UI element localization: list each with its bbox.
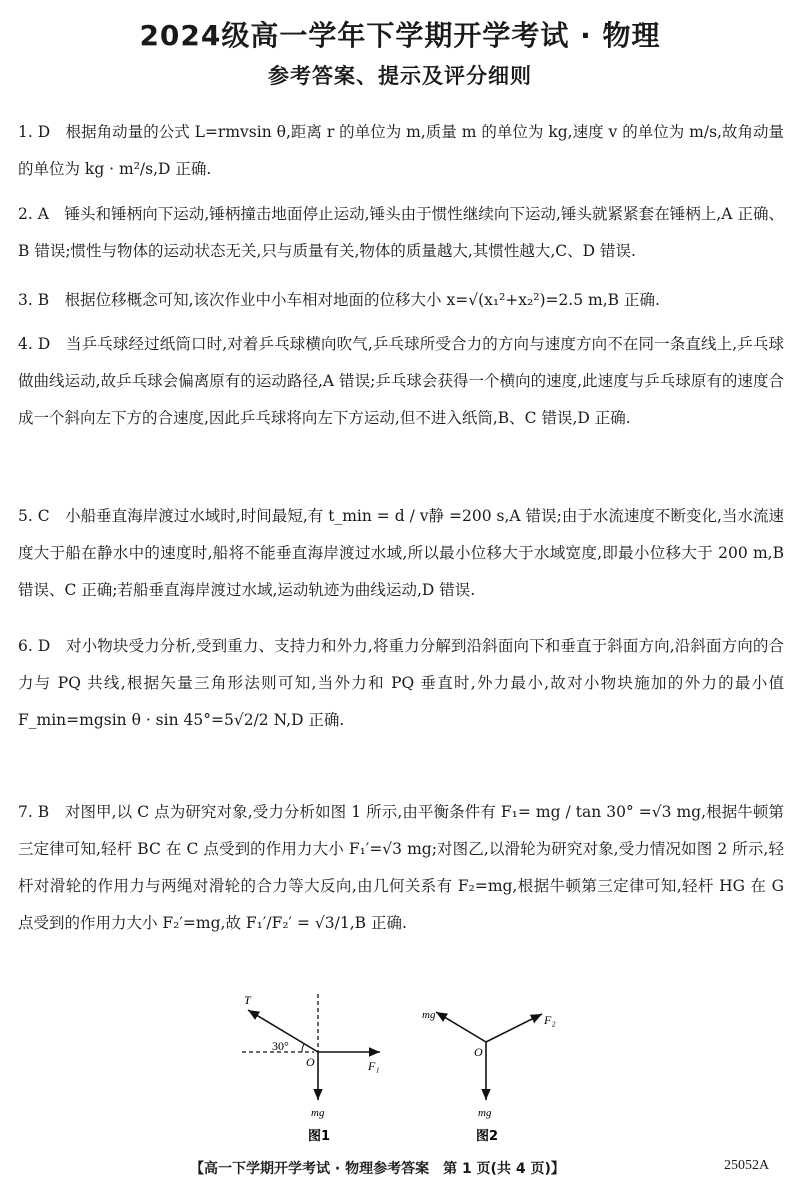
- label-mg-top: mg: [422, 1009, 436, 1021]
- answer-item: 4. D 当乒乓球经过纸筒口时,对着乒乓球横向吹气,乒乓球所受合力的方向与速度方向不在同一条直线上,乒乓球做曲线运动,故乒乓球会偏离原有的运动路径,A 错误;乒乓球会获得一个横向的速度,此速度与乒乓球原有的速度合成一个斜向左下方的合速度,因此乒乓球将向左下方运动,但不进入纸筒,B、C 错误,D 正确.: [18, 335, 784, 427]
- label-T: T: [244, 993, 251, 1007]
- angle-arc: [302, 1044, 304, 1052]
- answer-item: 7. B 对图甲,以 C 点为研究对象,受力分析如图 1 所示,由平衡条件有 F₁= mg / tan 30° =√3 mg,根据牛顿第三定律可知,轻杆 BC 在 C 点受到的作用力大小 F₁′=√3 mg;对图乙,以滑轮为研究对象,受力情况如图 2 所示,轻杆对滑轮的作用力与两绳对滑轮的合力等大反向,由几何关系有 F₂=mg,根据牛顿第三定律可知,轻杆 HG 在 G 点受到的作用力大小 F₂′=mg,故 F₁′/F₂′ = √3/1,B 正确.: [18, 803, 784, 932]
- label-angle: 30°: [272, 1039, 289, 1053]
- page-footer: 【高一下学期开学考试 · 物理参考答案 第 1 页(共 4 页)】: [190, 1161, 565, 1177]
- label-F1: F₁: [368, 1059, 380, 1073]
- page-subtitle: 参考答案、提示及评分细则: [268, 64, 532, 88]
- answer-item: 6. D 对小物块受力分析,受到重力、支持力和外力,将重力分解到沿斜面向下和垂直于斜面方向,沿斜面方向的合力与 PQ 共线,根据矢量三角形法则可知,当外力和 PQ 垂直时,外力最小,故对小物块施加的外力的最小值 F_min=mgsin θ · sin 45°=5√2/2 N,D 正确.: [18, 637, 784, 729]
- figure-1-diagram: [222, 990, 402, 1150]
- label-mg: mg: [478, 1107, 492, 1119]
- label-origin: O: [306, 1055, 315, 1069]
- label-F2: F₂: [544, 1013, 556, 1027]
- document-code: 25052A: [724, 1158, 770, 1173]
- answer-item: 3. B 根据位移概念可知,该次作业中小车相对地面的位移大小 x=√(x₁²+x₂²)=2.5 m,B 正确.: [18, 291, 660, 309]
- label-origin: O: [474, 1045, 483, 1059]
- rope-tension-arrow: [436, 1012, 486, 1042]
- answer-item: 1. D 根据角动量的公式 L=rmvsin θ,距离 r 的单位为 m,质量 m 的单位为 kg,速度 v 的单位为 m/s,故角动量的单位为 kg · m²/s,D 正确.: [18, 123, 784, 178]
- answer-item: 2. A 锤头和锤柄向下运动,锤柄撞击地面停止运动,锤头由于惯性继续向下运动,锤头就紧紧套在锤柄上,A 正确、B 错误;惯性与物体的运动状态无关,只与质量有关,物体的质量越大,其惯性越大,C、D 错误.: [18, 205, 784, 260]
- label-mg: mg: [311, 1107, 325, 1119]
- figure-2-diagram: [420, 990, 580, 1150]
- page-title: 2024级高一学年下学期开学考试 · 物理: [139, 19, 661, 52]
- figure-1-caption: 图1: [308, 1129, 331, 1144]
- f2-arrow: [486, 1014, 542, 1042]
- answer-item: 5. C 小船垂直海岸渡过水域时,时间最短,有 t_min = d / v静 =200 s,A 错误;由于水流速度不断变化,当水流速度大于船在静水中的速度时,船将不能垂直海岸渡过水域,所以最小位移大于水域宽度,即最小位移大于 200 m,B 错误、C 正确;若船垂直海岸渡过水域,运动轨迹为曲线运动,D 错误.: [18, 507, 784, 599]
- figure-2-caption: 图2: [476, 1129, 499, 1144]
